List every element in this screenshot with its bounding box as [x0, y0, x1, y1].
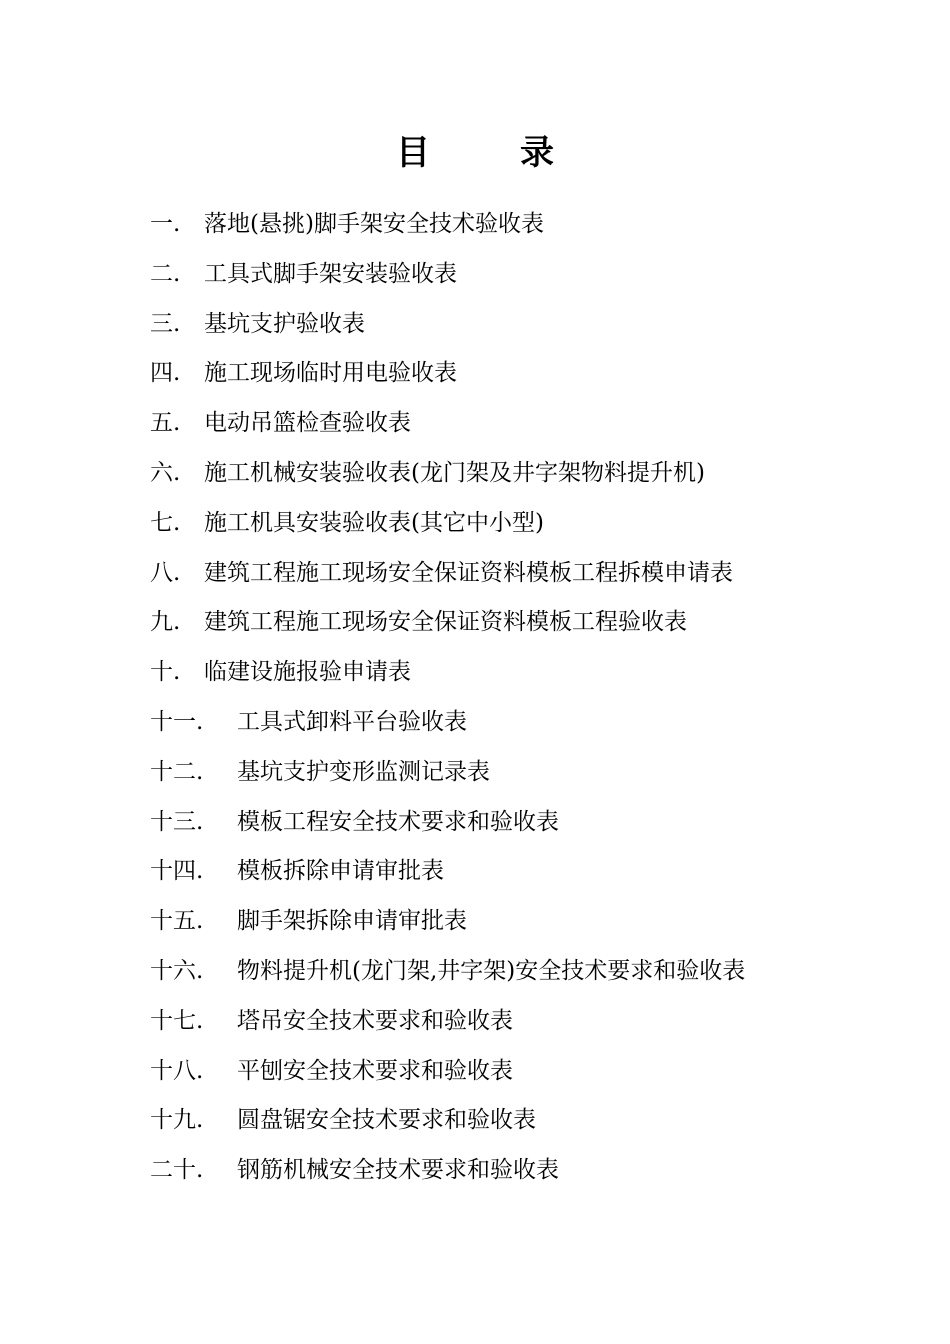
- toc-item-title: 钢筋机械安全技术要求和验收表: [237, 1157, 559, 1184]
- toc-item: [150, 1096, 745, 1146]
- title-char-2: 录: [520, 133, 554, 173]
- toc-item-number: 五.: [150, 410, 181, 437]
- toc-item: [150, 1146, 745, 1196]
- toc-item-number: 十七.: [150, 1007, 204, 1034]
- toc-item: [150, 399, 745, 449]
- toc-item-number: 十五.: [150, 908, 204, 935]
- toc-item: [150, 947, 745, 997]
- toc-item: [150, 598, 745, 648]
- page-title: [0, 128, 950, 178]
- toc-item: [150, 748, 745, 798]
- toc-item-number: 九.: [150, 609, 181, 636]
- toc-item: [150, 798, 745, 848]
- toc-item-title: 建筑工程施工现场安全保证资料模板工程拆模申请表: [204, 559, 733, 586]
- toc-item-title: 落地(悬挑)脚手架安全技术验收表: [204, 211, 544, 237]
- toc-item: [150, 1047, 745, 1097]
- toc-item: [150, 549, 745, 599]
- toc-item-title: 圆盘锯安全技术要求和验收表: [237, 1107, 536, 1134]
- toc-item-number: 十一.: [150, 708, 204, 735]
- toc-item-title: 施工机械安装验收表(龙门架及井字架物料提升机): [204, 459, 705, 486]
- toc-item-number: 十二.: [150, 758, 204, 785]
- toc-item: [150, 648, 745, 698]
- table-of-contents: [150, 200, 745, 1196]
- toc-item-title: 基坑支护变形监测记录表: [237, 758, 490, 785]
- toc-item: [150, 897, 745, 947]
- toc-item: [150, 449, 745, 499]
- toc-item-number: 八.: [150, 559, 181, 586]
- toc-item: [150, 499, 745, 549]
- toc-item: [150, 200, 745, 250]
- toc-item: [150, 349, 745, 399]
- toc-item-title: 脚手架拆除申请审批表: [237, 908, 467, 935]
- toc-item-number: 一.: [150, 211, 181, 237]
- toc-item-number: 四.: [150, 360, 181, 387]
- toc-item-title: 平刨安全技术要求和验收表: [237, 1057, 513, 1084]
- toc-item-title: 工具式脚手架安装验收表: [204, 260, 457, 287]
- title-char-1: 目: [396, 133, 430, 173]
- toc-item-number: 十九.: [150, 1107, 204, 1134]
- toc-item-number: 二.: [150, 260, 181, 287]
- toc-item-number: 三.: [150, 310, 181, 337]
- toc-item-title: 塔吊安全技术要求和验收表: [237, 1007, 513, 1034]
- toc-item-number: 十四.: [150, 858, 204, 885]
- toc-item-title: 电动吊篮检查验收表: [204, 410, 411, 437]
- toc-item-title: 工具式卸料平台验收表: [237, 708, 467, 735]
- toc-item-number: 六.: [150, 459, 181, 486]
- toc-item-number: 十三.: [150, 808, 204, 835]
- toc-item-title: 施工机具安装验收表(其它中小型): [204, 509, 544, 536]
- toc-item: [150, 847, 745, 897]
- toc-item-title: 模板工程安全技术要求和验收表: [237, 808, 559, 835]
- toc-item: [150, 997, 745, 1047]
- toc-item-number: 十.: [150, 659, 181, 686]
- toc-item-title: 建筑工程施工现场安全保证资料模板工程验收表: [204, 609, 687, 636]
- toc-item: [150, 698, 745, 748]
- toc-item-title: 临建设施报验申请表: [204, 659, 411, 686]
- toc-item-title: 模板拆除申请审批表: [237, 858, 444, 885]
- toc-item: [150, 300, 745, 350]
- toc-item-title: 基坑支护验收表: [204, 310, 365, 337]
- toc-item: [150, 250, 745, 300]
- toc-item-number: 七.: [150, 509, 181, 536]
- toc-item-number: 二十.: [150, 1157, 204, 1184]
- toc-item-number: 十六.: [150, 957, 204, 984]
- toc-item-title: 物料提升机(龙门架,井字架)安全技术要求和验收表: [237, 957, 746, 984]
- toc-item-number: 十八.: [150, 1057, 204, 1084]
- toc-item-title: 施工现场临时用电验收表: [204, 360, 457, 387]
